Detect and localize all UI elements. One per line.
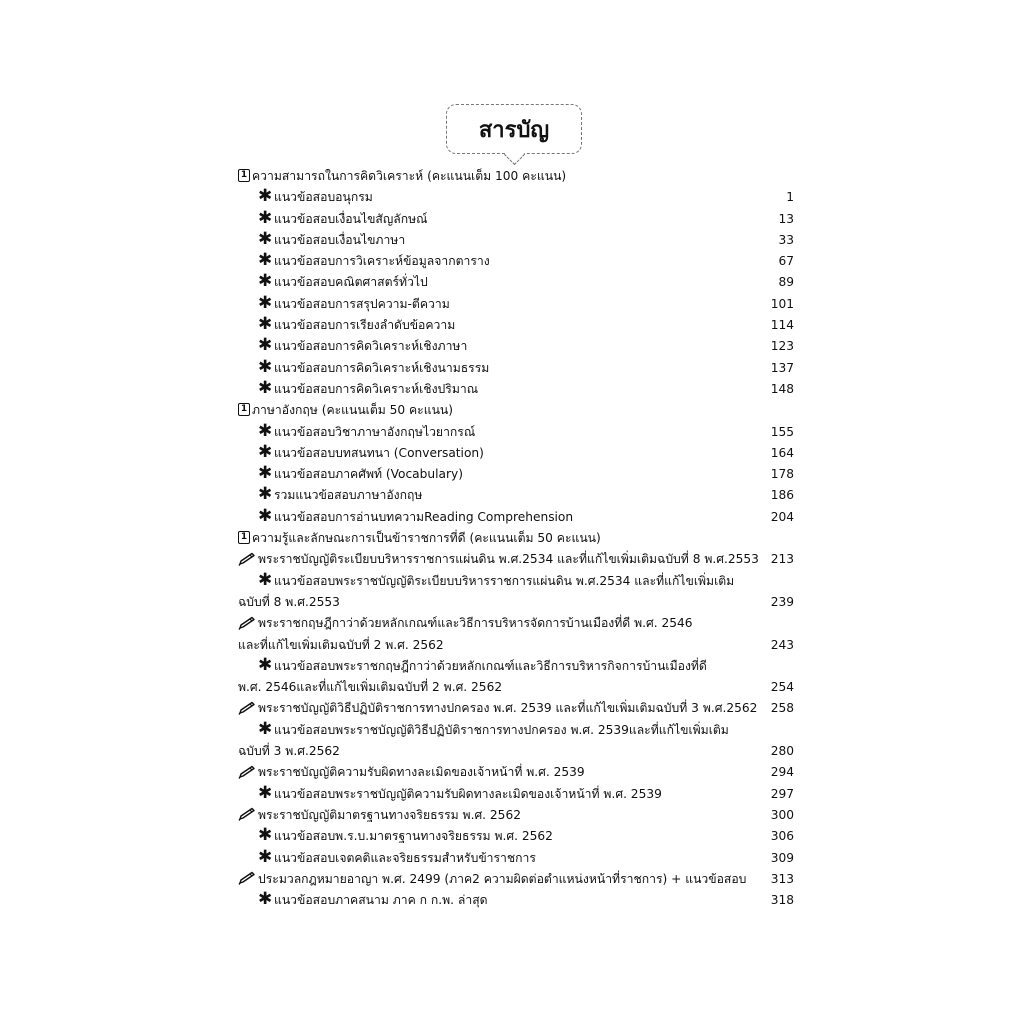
toc-row — [238, 166, 798, 187]
toc-page-number: 148 — [770, 381, 794, 396]
toc-row — [238, 272, 798, 293]
asterisk-icon: ✱ — [258, 228, 273, 249]
toc-entry-text: แนวข้อสอบคณิตศาสตร์ทั่วไป — [274, 275, 428, 290]
toc-entry-sub — [258, 848, 536, 869]
toc-entry-law — [238, 805, 521, 826]
title-box-tail — [504, 144, 525, 165]
toc-entry-text: ความรู้และลักษณะการเป็นข้าราชการที่ดี (คะแนนเต็ม 50 คะแนน) — [252, 531, 601, 546]
toc-page-number: 254 — [770, 680, 794, 695]
asterisk-icon: ✱ — [258, 420, 273, 441]
toc-entry-text: แนวข้อสอบอนุกรม — [274, 190, 373, 205]
asterisk-icon: ✱ — [258, 186, 273, 207]
toc-row — [238, 762, 798, 783]
toc-entry-text: แนวข้อสอบภาคศัพท์ (Vocabulary) — [274, 467, 463, 482]
asterisk-icon: ✱ — [258, 207, 273, 228]
toc-entry-text: ประมวลกฎหมายอาญา พ.ศ. 2499 (ภาค2 ความผิดต่อตำแหน่งหน้าที่ราชการ) + แนวข้อสอบ — [258, 871, 747, 886]
toc-entry-sub — [258, 336, 467, 357]
pen-icon — [238, 807, 256, 821]
toc-entry-section — [238, 400, 453, 421]
toc-entry-text: แนวข้อสอบพ.ร.บ.มาตรฐานทางจริยธรรม พ.ศ. 2562 — [274, 829, 553, 844]
toc-row — [238, 784, 798, 805]
toc-page-number: 306 — [770, 829, 794, 844]
page-title: สารบัญ — [478, 117, 550, 143]
toc-entry-sub — [258, 507, 573, 528]
toc-entry-text: พระราชบัญญัติระเบียบบริหารราชการแผ่นดิน พ.ศ.2534 และที่แก้ไขเพิ่มเติมฉบับที่ 8 พ.ศ.2553 — [258, 552, 759, 567]
pen-icon — [238, 871, 256, 885]
toc-entry-text: พระราชบัญญัติมาตรฐานทางจริยธรรม พ.ศ. 2562 — [258, 807, 521, 822]
toc-entry-sub — [258, 272, 428, 293]
toc-row — [238, 400, 798, 421]
toc-entry-sub — [258, 251, 490, 272]
asterisk-icon: ✱ — [258, 292, 273, 313]
toc-entry-text: แนวข้อสอบการเรียงลำดับข้อความ — [274, 318, 456, 333]
toc-page-number: 258 — [770, 701, 794, 716]
toc-entry-law — [238, 613, 692, 634]
asterisk-icon: ✱ — [258, 505, 273, 526]
toc-page-number: 1 — [786, 190, 794, 205]
toc-entry-sub — [258, 485, 422, 506]
asterisk-icon: ✱ — [258, 335, 273, 356]
toc-entry-sub — [258, 230, 405, 251]
toc-row — [238, 890, 798, 911]
toc-page-number: 13 — [778, 211, 794, 226]
toc-page-number: 186 — [770, 488, 794, 503]
toc-page-number: 178 — [770, 467, 794, 482]
asterisk-icon: ✱ — [258, 825, 273, 846]
pen-icon — [238, 701, 256, 715]
toc-row — [238, 571, 798, 592]
toc-entry-law — [238, 698, 757, 719]
asterisk-icon: ✱ — [258, 356, 273, 377]
toc-row — [238, 187, 798, 208]
toc-page-number: 318 — [770, 893, 794, 908]
toc-row — [238, 230, 798, 251]
toc-page-number: 294 — [770, 765, 794, 780]
toc-entry-law — [238, 762, 585, 783]
toc-row — [238, 656, 798, 677]
toc-page-number: 164 — [770, 445, 794, 460]
toc-entry-sub — [258, 656, 707, 677]
asterisk-icon: ✱ — [258, 271, 273, 292]
toc-entry-text: แนวข้อสอบวิชาภาษาอังกฤษไวยากรณ์ — [274, 424, 476, 439]
toc-row — [238, 209, 798, 230]
toc-entry-sub — [258, 784, 662, 805]
toc-row — [238, 528, 798, 549]
toc-row — [238, 826, 798, 847]
calendar-icon: 1 — [238, 531, 250, 544]
toc-entry-sub — [258, 443, 484, 464]
toc-entry-text: ความสามารถในการคิดวิเคราะห์ (คะแนนเต็ม 100 คะแนน) — [252, 169, 567, 183]
asterisk-icon: ✱ — [258, 889, 273, 910]
toc-row — [238, 507, 798, 528]
toc-entry-sub — [258, 358, 489, 379]
toc-row — [238, 358, 798, 379]
toc-entry-sub — [258, 720, 729, 741]
toc-row — [238, 549, 798, 570]
toc-entry-text: ฉบับที่ 8 พ.ศ.2553 — [238, 594, 340, 609]
toc-entry-text: แนวข้อสอบการคิดวิเคราะห์เชิงปริมาณ — [274, 381, 478, 396]
toc-entry-sub — [258, 571, 734, 592]
toc-page-number: 101 — [770, 296, 794, 311]
toc-row — [238, 336, 798, 357]
pen-icon — [238, 552, 256, 566]
toc-row — [238, 592, 798, 613]
toc-page-number: 114 — [770, 318, 794, 333]
toc-row — [238, 443, 798, 464]
toc-entry-text: พ.ศ. 2546และที่แก้ไขเพิ่มเติมฉบับที่ 2 พ.ศ. 2562 — [238, 680, 503, 695]
toc-page-number: 33 — [778, 232, 794, 247]
toc-entry-text: ฉบับที่ 3 พ.ศ.2562 — [238, 744, 340, 759]
asterisk-icon: ✱ — [258, 377, 273, 398]
toc-entry-text: แนวข้อสอบภาคสนาม ภาค ก ก.พ. ล่าสุด — [274, 893, 488, 908]
toc-entry-sub — [258, 209, 427, 230]
toc-entry-text: พระราชบัญญัติความรับผิดทางละเมิดของเจ้าหน้าที่ พ.ศ. 2539 — [258, 765, 585, 780]
asterisk-icon: ✱ — [258, 569, 273, 590]
toc-row — [238, 741, 798, 762]
toc-page-number: 213 — [770, 552, 794, 567]
toc-entry-text: แนวข้อสอบการคิดวิเคราะห์เชิงนามธรรม — [274, 360, 490, 375]
toc-entry-text: แนวข้อสอบเงื่อนไขสัญลักษณ์ — [274, 211, 428, 226]
toc-entry-text: แนวข้อสอบการคิดวิเคราะห์เชิงภาษา — [274, 339, 468, 354]
toc-entry-text: พระราชกฤษฎีกาว่าด้วยหลักเกณฑ์และวิธีการบริหารจัดการบ้านเมืองที่ดี พ.ศ. 2546 — [258, 616, 693, 631]
toc-entry-law — [238, 869, 746, 890]
calendar-icon: 1 — [238, 403, 250, 416]
toc-row — [238, 698, 798, 719]
toc-row — [238, 294, 798, 315]
toc-entry-cont — [238, 677, 502, 698]
asterisk-icon: ✱ — [258, 441, 273, 462]
toc-entry-sub — [258, 187, 373, 208]
toc-entry-cont — [238, 635, 444, 656]
toc-entry-text: แนวข้อสอบเจตคติและจริยธรรมสำหรับข้าราชการ — [274, 850, 536, 865]
asterisk-icon: ✱ — [258, 250, 273, 271]
toc-entry-text: แนวข้อสอบพระราชบัญญัติวิธีปฏิบัติราชการทางปกครอง พ.ศ. 2539และที่แก้ไขเพิ่มเติม — [274, 722, 729, 737]
toc-entry-sub — [258, 379, 478, 400]
toc-page-number: 309 — [770, 850, 794, 865]
toc-entry-sub — [258, 422, 475, 443]
toc-entry-text: และที่แก้ไขเพิ่มเติมฉบับที่ 2 พ.ศ. 2562 — [238, 637, 444, 652]
toc-row — [238, 805, 798, 826]
toc-page-number: 67 — [778, 254, 794, 269]
toc-row — [238, 464, 798, 485]
toc-page-number: 243 — [770, 637, 794, 652]
toc-row — [238, 422, 798, 443]
toc-page-number: 123 — [770, 339, 794, 354]
toc-entry-sub — [258, 464, 463, 485]
toc-page-number: 297 — [770, 786, 794, 801]
toc-entry-text: รวมแนวข้อสอบภาษาอังกฤษ — [274, 488, 423, 503]
toc-page-number: 204 — [770, 509, 794, 524]
toc-entry-section — [238, 166, 566, 187]
toc-page-number: 137 — [770, 360, 794, 375]
toc-entry-sub — [258, 890, 488, 911]
toc-entry-cont — [238, 741, 340, 762]
toc-entry-sub — [258, 315, 455, 336]
toc-row — [238, 848, 798, 869]
toc-entry-text: แนวข้อสอบพระราชกฤษฎีกาว่าด้วยหลักเกณฑ์และวิธีการบริหารกิจการบ้านเมืองที่ดี — [274, 658, 707, 673]
toc-row — [238, 379, 798, 400]
title-box — [446, 104, 582, 154]
asterisk-icon: ✱ — [258, 654, 273, 675]
asterisk-icon: ✱ — [258, 846, 273, 867]
toc-entry-text: แนวข้อสอบการวิเคราะห์ข้อมูลจากตาราง — [274, 254, 490, 269]
toc-entry-sub — [258, 826, 553, 847]
toc-page-number: 313 — [770, 871, 794, 886]
toc-row — [238, 613, 798, 634]
toc-row — [238, 720, 798, 741]
toc-entry-sub — [258, 294, 450, 315]
toc-row — [238, 635, 798, 656]
toc-row — [238, 315, 798, 336]
toc-entry-cont — [238, 592, 340, 613]
toc-entry-text: แนวข้อสอบพระราชบัญญัติความรับผิดทางละเมิดของเจ้าหน้าที่ พ.ศ. 2539 — [274, 786, 662, 801]
asterisk-icon: ✱ — [258, 718, 273, 739]
toc-entry-text: แนวข้อสอบบทสนทนา (Conversation) — [274, 445, 484, 460]
asterisk-icon: ✱ — [258, 314, 273, 335]
toc-row — [238, 677, 798, 698]
calendar-icon: 1 — [238, 169, 250, 182]
toc-entry-text: แนวข้อสอบการสรุปความ-ตีความ — [274, 296, 450, 311]
toc-entry-text: แนวข้อสอบเงื่อนไขภาษา — [274, 232, 406, 247]
table-of-contents — [238, 166, 798, 911]
asterisk-icon: ✱ — [258, 782, 273, 803]
toc-page-number: 239 — [770, 594, 794, 609]
toc-entry-text: แนวข้อสอบพระราชบัญญัติระเบียบบริหารราชการแผ่นดิน พ.ศ.2534 และที่แก้ไขเพิ่มเติม — [274, 573, 735, 588]
toc-page-number: 89 — [778, 275, 794, 290]
toc-row — [238, 251, 798, 272]
toc-entry-section — [238, 528, 601, 549]
toc-page-number: 300 — [770, 807, 794, 822]
toc-row — [238, 869, 798, 890]
toc-entry-law — [238, 549, 759, 570]
asterisk-icon: ✱ — [258, 463, 273, 484]
toc-row — [238, 485, 798, 506]
toc-page-number: 280 — [770, 744, 794, 759]
toc-entry-text: พระราชบัญญัติวิธีปฏิบัติราชการทางปกครอง พ.ศ. 2539 และที่แก้ไขเพิ่มเติมฉบับที่ 3 พ.ศ.2562 — [258, 701, 758, 716]
toc-entry-text: ภาษาอังกฤษ (คะแนนเต็ม 50 คะแนน) — [252, 403, 454, 418]
asterisk-icon: ✱ — [258, 484, 273, 505]
pen-icon — [238, 616, 256, 630]
toc-page-number: 155 — [770, 424, 794, 439]
toc-entry-text: แนวข้อสอบการอ่านบทความReading Comprehension — [274, 509, 574, 524]
pen-icon — [238, 765, 256, 779]
